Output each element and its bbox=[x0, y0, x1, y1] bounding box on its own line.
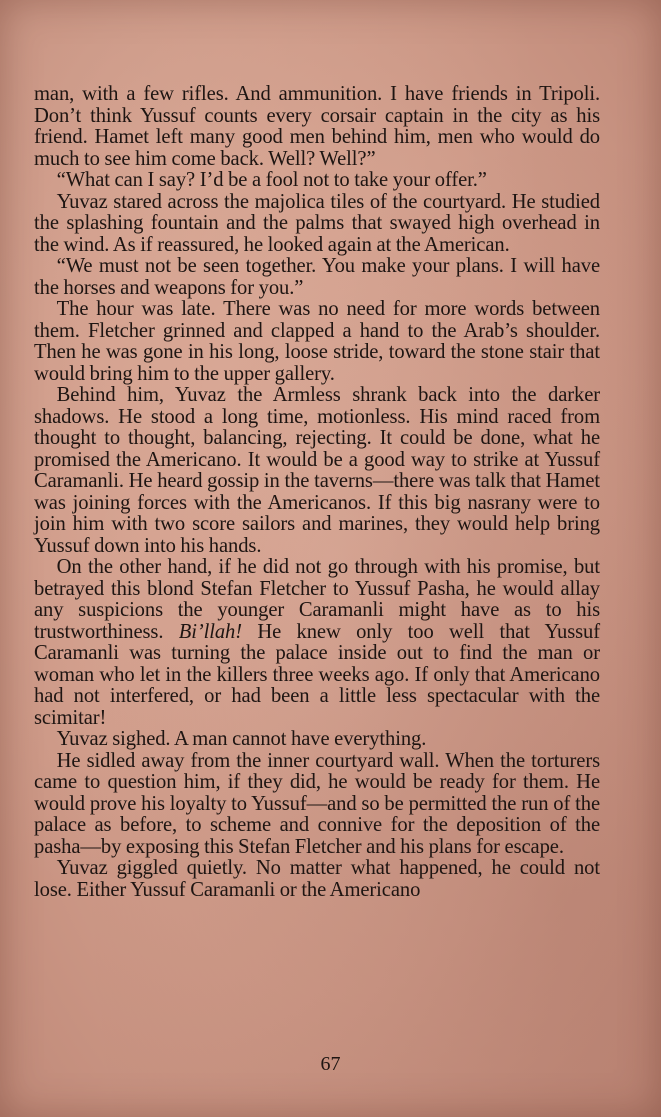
paragraph-7 bbox=[34, 557, 600, 729]
paragraph-9: He sidled away from the inner courtyard wall. When the torturers came to question him, if they did, he would be ready for them. He would prove his loyalty to Yussuf—and so be permitted the run of the palace as before, to scheme and connive for the deposition of the pasha—by exposing this Stefan Fletcher and his plans for escape. bbox=[34, 749, 600, 858]
paragraph-5: The hour was late. There was no need for more words between them. Fletcher grinned and clapped a hand to the Arab’s shoulder. Then he was gone in his long, loose stride, toward the stone stair that would bring him to the upper gallery. bbox=[34, 298, 600, 385]
paragraph-7-after: He knew only too well that Yussuf Caramanli was turning the palace inside out to find the man or woman who let in the killers three weeks ago. If only that Americano had not interfered, or had been a little less spectacular with the scimitar! bbox=[34, 620, 600, 729]
page-number: 67 bbox=[320, 1053, 341, 1075]
paragraph-10: Yuvaz giggled quietly. No matter what happened, he could not lose. Either Yussuf Caramanli or the Americano bbox=[34, 857, 600, 901]
paragraph-6: Behind him, Yuvaz the Armless shrank back into the darker shadows. He stood a long time, motionless. His mind raced from thought to thought, balancing, rejecting. It could be done, what he promised the Americano. It would be a good way to strike at Yussuf Caramanli. He heard gossip in the taverns—there was talk that Hamet was joining forces with the Americanos. If this big nasrany were to join him with two score sailors and marines, they would help bring Yussuf down into his hands. bbox=[34, 384, 600, 557]
paragraph-2: “What can I say? I’d be a fool not to take your offer.” bbox=[56, 169, 487, 191]
paragraph-8: Yuvaz sighed. A man cannot have everything. bbox=[56, 728, 427, 750]
paragraph-7-italic: Bi’llah! bbox=[178, 620, 243, 643]
paragraph-1: man, with a few rifles. And ammunition. I have friends in Tripoli. Don’t think Yussuf counts every corsair captain in the city as his friend. Hamet left many good men behind him, men who would do much to see him come back. Well? Well?” bbox=[34, 83, 600, 170]
paragraph-4: “We must not be seen together. You make your plans. I will have the horses and weapons for you.” bbox=[34, 255, 600, 299]
paragraph-7-before: On the other hand, if he did not go through with his promise, but betrayed this blond Stefan Fletcher to Yussuf Pasha, he would allay any suspicions the younger Caramanli might have as to his trustworthiness. bbox=[34, 556, 600, 643]
body-text bbox=[34, 84, 600, 901]
paragraph-3: Yuvaz stared across the majolica tiles of the courtyard. He studied the splashing fountain and the palms that swayed high overhead in the wind. As if reassured, he looked again at the American. bbox=[34, 190, 600, 256]
